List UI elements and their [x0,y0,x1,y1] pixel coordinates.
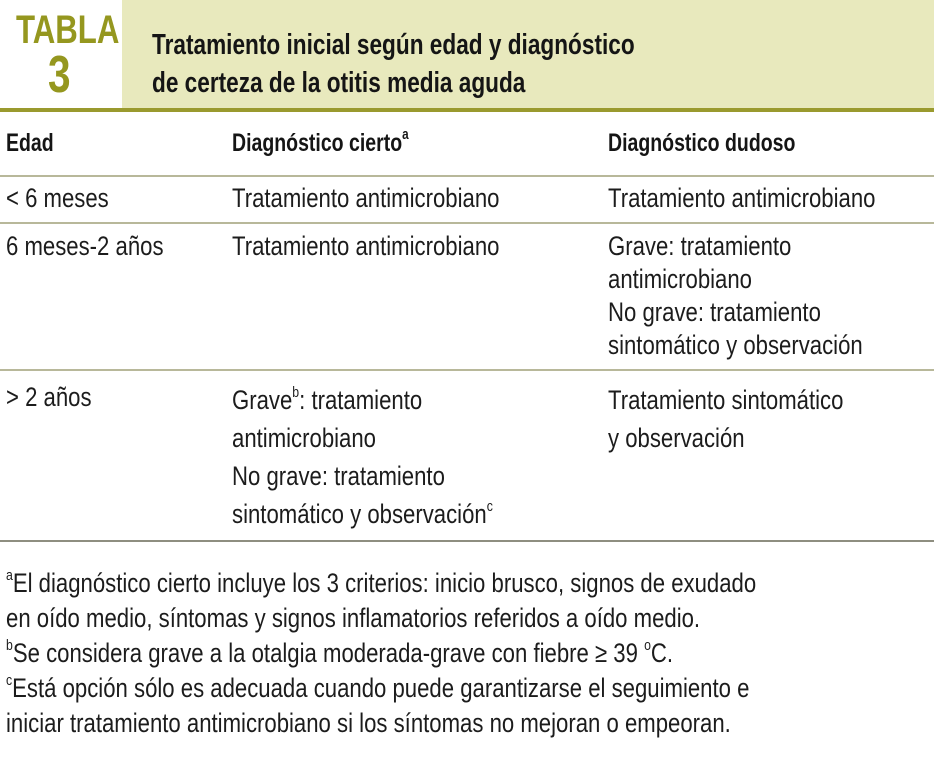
table-divider [0,369,934,371]
table-cell-cierto: Grave$^b$: tratamiento antimicrobiano No grave: tratamiento sintomático y observación$^c$ [232,384,493,529]
table-tag-number: 3 [48,46,71,104]
footnote-b: $^b$Se considera grave a la otalgia moderada-grave con fiebre ≥ 39 $^o$C. [6,637,674,668]
footnote-c: $^c$Está opción sólo es adecuada cuando puede garantizarse el seguimiento e iniciar tratamiento antimicrobiano si los síntomas no mejoran o empeoran. [6,672,750,738]
title-box [122,0,934,111]
table-cell-edad: < 6 meses [6,183,109,213]
table-cell-cierto: Tratamiento antimicrobiano [232,231,500,261]
footnote-mark-c: c [486,498,493,515]
table-header [0,0,944,111]
table-cell-cierto: Tratamiento antimicrobiano [232,183,500,213]
table-title: Tratamiento inicial según edad y diagnóstico de certeza de la otitis media aguda [152,29,635,99]
column-header-dudoso: Diagnóstico dudoso [608,129,796,157]
header-rule [0,108,934,112]
table-tag-word: TABLA [16,8,120,52]
table-bottom-rule [0,540,934,542]
table-tag [0,0,122,111]
table-divider [0,222,934,224]
table-divider [0,175,934,177]
table-cell-edad: 6 meses-2 años [6,231,164,261]
table-cell-dudoso: Tratamiento antimicrobiano [608,183,876,213]
column-header-edad: Edad [6,129,54,157]
footnote-mark: b [6,637,13,654]
degree-mark: o [644,637,651,654]
footnote-a: $^a$El diagnóstico cierto incluye los 3 criterios: inicio brusco, signos de exudado en oído medio, síntomas y signos inflamatorios referidos a oído medio. [6,567,757,633]
table-cell-dudoso: Tratamiento sintomático y observación [608,385,844,453]
footnote-mark: a [6,567,13,584]
footnote-mark-a: a [402,126,409,143]
table-cell-edad: > 2 años [6,382,92,412]
footnote-mark-b: b [292,384,300,401]
column-header-cierto: Diagnóstico cierto$^a$ [232,126,409,157]
footnote-mark: c [6,672,13,689]
table-cell-dudoso: Grave: tratamiento antimicrobiano No grave: tratamiento sintomático y observación [608,231,863,360]
